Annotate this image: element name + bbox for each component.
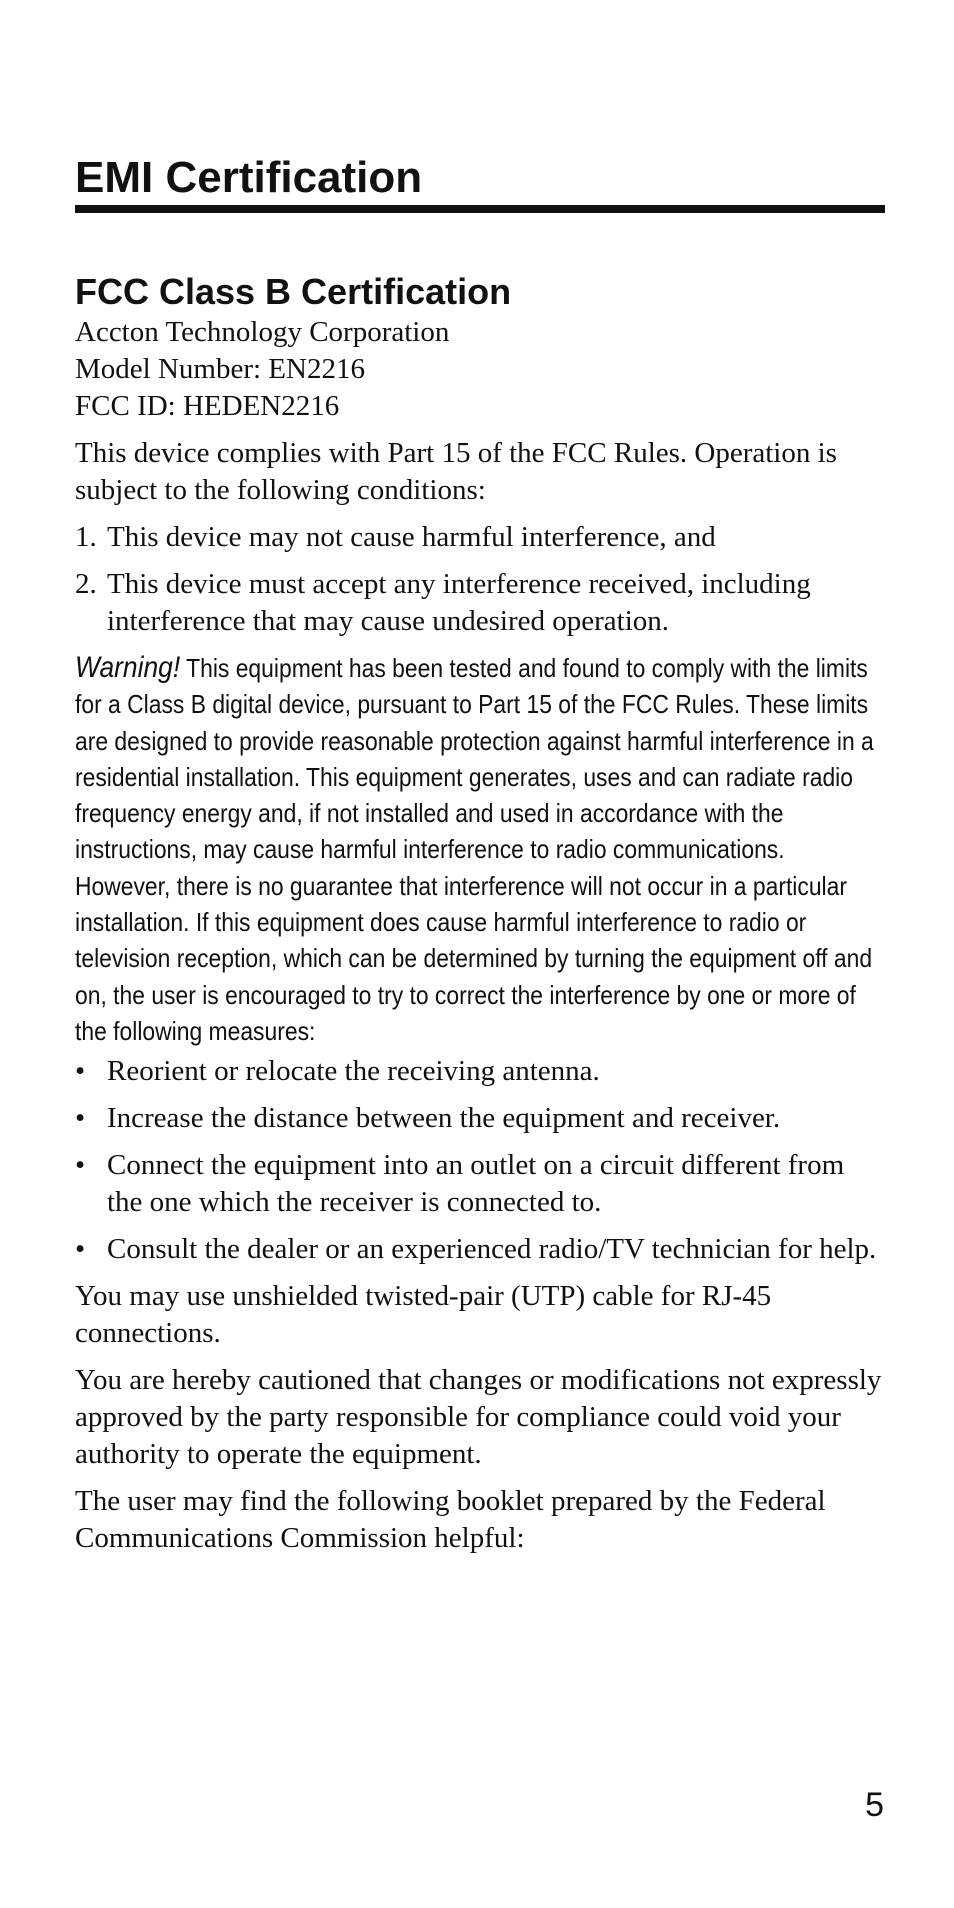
list-item-text: This device must accept any interference received, including interference that may cause undesired operation. bbox=[107, 568, 811, 637]
list-item bbox=[75, 519, 885, 556]
content bbox=[75, 270, 885, 1557]
warning-label: Warning! bbox=[75, 651, 181, 684]
company-name: Accton Technology Corporation bbox=[75, 316, 450, 348]
measures-list bbox=[75, 1053, 885, 1268]
bullet-marker: • bbox=[75, 1233, 86, 1266]
list-item-text: Consult the dealer or an experienced radio/TV technician for help. bbox=[107, 1233, 877, 1266]
list-item bbox=[75, 1147, 885, 1221]
list-item-text: This device may not cause harmful interference, and bbox=[107, 521, 716, 553]
booklet-note: The user may find the following booklet prepared by the Federal Communications Commission helpful: bbox=[75, 1485, 826, 1555]
fcc-heading: FCC Class B Certification bbox=[75, 271, 512, 312]
list-item bbox=[75, 1231, 885, 1268]
list-item bbox=[75, 1053, 885, 1090]
model-number: Model Number: EN2216 bbox=[75, 353, 365, 385]
caution-note: You are hereby cautioned that changes or modifications not expressly approved by the party responsible for compliance could void your authority to operate the equipment. bbox=[75, 1364, 882, 1471]
bullet-marker: • bbox=[75, 1149, 86, 1182]
list-item bbox=[75, 566, 885, 640]
fcc-id: FCC ID: HEDEN2216 bbox=[75, 390, 340, 422]
section-title: EMI Certification bbox=[75, 153, 423, 202]
warning-text: This equipment has been tested and found to comply with the limits for a Class B digital device, pursuant to Part 15 of the FCC Rules. These limits are designed to provide reasonable protection against harmful interference in a residential installation. This equipment generates, uses and can radiate radio frequency energy and, if not installed and used in accordance with the instructions, may cause harmful interference to radio communications. However, there is no guarantee that interference will not occur in a particular installation. If this equipment does cause harmful interference to radio or television reception, which can be determined by turning the equipment off and on, the user is encouraged to try to correct the interference by one or more of the following measures: bbox=[75, 653, 874, 1046]
list-item bbox=[75, 1100, 885, 1137]
title-rule bbox=[75, 205, 885, 213]
list-item-text: Reorient or relocate the receiving antenna. bbox=[107, 1055, 600, 1088]
conditions-list bbox=[75, 519, 885, 640]
identification-block bbox=[75, 314, 885, 425]
bullet-marker: • bbox=[75, 1102, 86, 1135]
list-marker: 2. bbox=[75, 568, 97, 600]
bullet-marker: • bbox=[75, 1055, 86, 1088]
list-marker: 1. bbox=[75, 521, 97, 553]
list-item-text: Increase the distance between the equipment and receiver. bbox=[107, 1102, 781, 1135]
list-item-text: Connect the equipment into an outlet on a circuit different from the one which the receiver is connected to. bbox=[107, 1149, 845, 1219]
compliance-intro: This device complies with Part 15 of the FCC Rules. Operation is subject to the following conditions: bbox=[75, 437, 837, 506]
utp-note: You may use unshielded twisted-pair (UTP) cable for RJ-45 connections. bbox=[75, 1280, 772, 1350]
warning-paragraph bbox=[75, 650, 885, 1049]
page-number: 5 bbox=[865, 1786, 884, 1824]
